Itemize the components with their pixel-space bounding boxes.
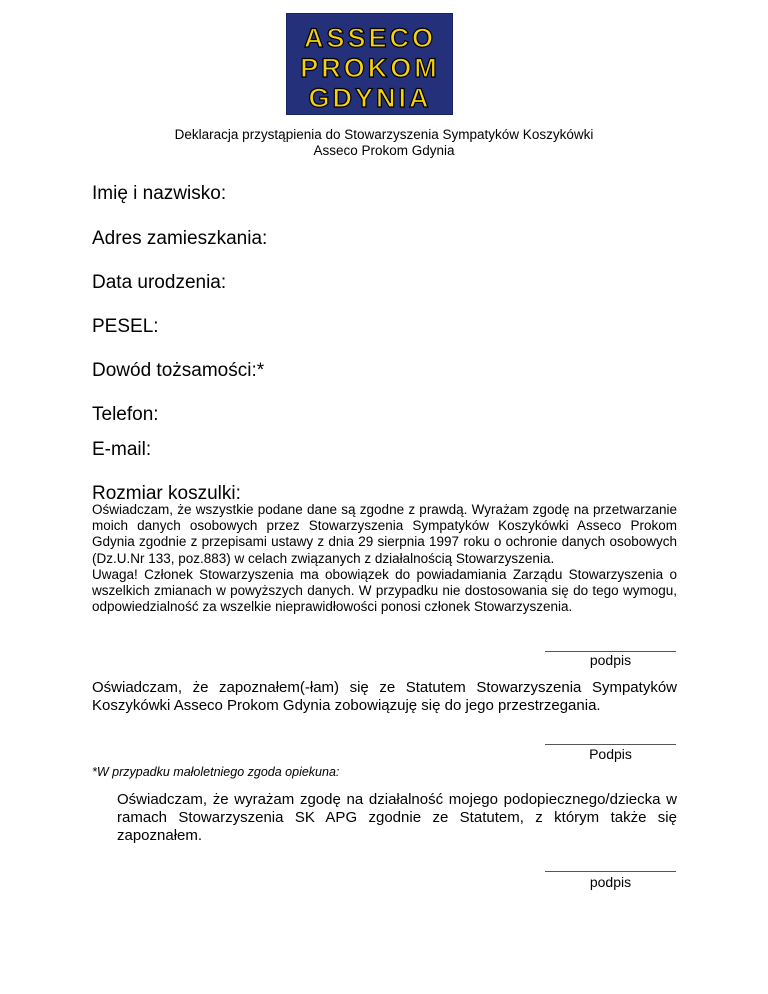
field-name-label: Imię i nazwisko: bbox=[92, 183, 227, 204]
consent-paragraph bbox=[92, 502, 677, 615]
signature-line-3 bbox=[545, 871, 676, 872]
signature-line-2 bbox=[545, 744, 676, 745]
field-address-label: Adres zamieszkania: bbox=[92, 228, 268, 249]
logo-line-2: PROKOM bbox=[300, 53, 440, 83]
field-phone-label: Telefon: bbox=[92, 404, 159, 425]
field-shirt-size-label: Rozmiar koszulki: bbox=[92, 483, 241, 504]
field-birth-date-label: Data urodzenia: bbox=[92, 272, 227, 293]
notice-text: Uwaga! Członek Stowarzyszenia ma obowiązek do powiadamiania Zarządu Stowarzyszenia o wszelkich zmianach w powyższych danych. W przypadku nie dostosowania się do tego wymogu, odpowiedzialność za wszelkie nieprawidłowości ponosi członek Stowarzyszenia. bbox=[92, 566, 677, 615]
signature-label-1: podpis bbox=[589, 652, 632, 668]
title-line-2: Asseco Prokom Gdynia bbox=[313, 143, 455, 158]
field-pesel-label: PESEL: bbox=[92, 316, 159, 337]
statute-paragraph: Oświadczam, że zapoznałem(-łam) się ze Statutem Stowarzyszenia Sympatyków Koszykówki Asseco Prokom Gdynia zobowiązuję się do jego przestrzegania. bbox=[92, 679, 677, 714]
document-title bbox=[0, 127, 768, 159]
title-line-1: Deklaracja przystąpienia do Stowarzyszenia Sympatyków Koszykówki bbox=[174, 127, 594, 142]
guardian-consent-paragraph: Oświadczam, że wyrażam zgodę na działalność mojego podopiecznego/dziecka w ramach Stowarzyszenia SK APG zgodnie ze Statutem, z którym także się zapoznałem. bbox=[117, 791, 677, 844]
field-email-label: E-mail: bbox=[92, 439, 152, 460]
logo-line-1: ASSECO bbox=[303, 23, 437, 53]
signature-label-2: Podpis bbox=[589, 746, 632, 762]
asseco-prokom-logo bbox=[286, 13, 453, 115]
guardian-note: *W przypadku małoletniego zgoda opiekuna: bbox=[92, 765, 340, 779]
signature-label-3: podpis bbox=[589, 874, 632, 890]
consent-text: Oświadczam, że wszystkie podane dane są zgodne z prawdą. Wyrażam zgodę na przetwarzanie moich danych osobowych przez Stowarzyszenia Sympatyków Koszykówki Asseco Prokom Gdynia zgodnie z przepisami ustawy z dnia 29 sierpnia 1997 roku o ochronie danych osobowych (Dz.U.Nr 133, poz.883) w celach związanych z działalnością Stowarzyszenia. bbox=[92, 502, 677, 566]
field-id-document-label: Dowód tożsamości:* bbox=[92, 360, 265, 381]
logo-line-3: GDYNIA bbox=[308, 83, 432, 113]
